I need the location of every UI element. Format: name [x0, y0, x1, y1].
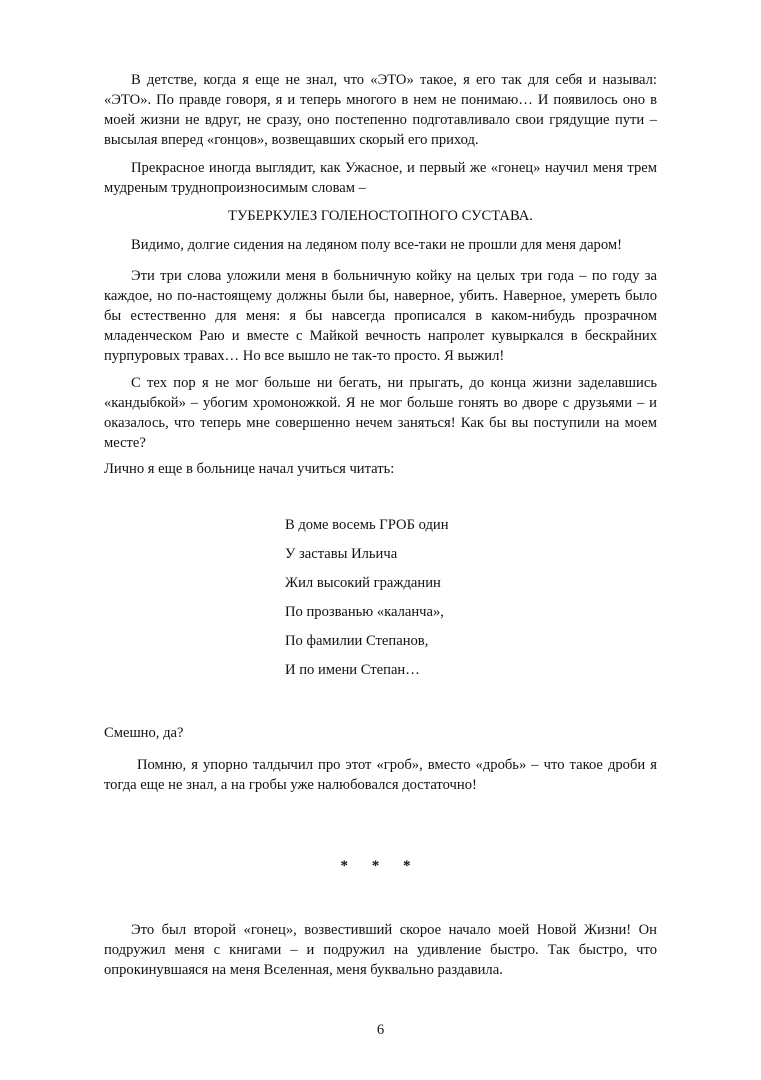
paragraph-second-messenger: Это был второй «гонец», возвестивший скорое начало моей Новой Жизни! Он подружил меня с книгами – и подружил на удивление быстро. Так быстро, что опрокинувшаяся на меня Вселенная, меня буквально раздавила.	[104, 922, 657, 978]
paragraph-childhood: В детстве, когда я еще не знал, что «ЭТО» такое, я его так для себя и называл: «ЭТО». По правде говоря, я и теперь многого в нем не понимаю… И появилось оно в моей жизни не вдруг, не сразу, оно постепенно подготавливало свои грядущие пути – высылая вперед «гонцов», возвещавших скорый его приход.	[104, 72, 657, 148]
poem-line: В доме восемь ГРОБ один	[285, 517, 449, 533]
page-number: 6	[376, 1022, 385, 1038]
poem-line: По прозванью «каланча»,	[285, 604, 444, 620]
diagnosis-heading: ТУБЕРКУЛЕЗ ГОЛЕНОСТОПНОГО СУСТАВА.	[228, 208, 533, 224]
poem	[285, 515, 449, 689]
paragraph-hospital-bed: Эти три слова уложили меня в больничную койку на целых три года – по году за каждое, но по-настоящему должны были бы, наверное, убить. Наверное, умереть было бы естественно для меня: я бы навсегда прописался в каком-нибудь прозрачном младенческом Раю и вместе с Майкой вечность напролет кувыркался в бескрайних пурпуровых травах… Но все вышло не так-то просто. Я выжил!	[104, 268, 657, 364]
paragraph-lame: С тех пор я не мог больше ни бегать, ни прыгать, до конца жизни заделавшись «кандыбкой» – убогим хромоножкой. Я не мог больше гонять во дворе с друзьями – и оказалось, что теперь мне совершенно нечем заняться! Как бы вы поступили на моем месте?	[104, 375, 657, 451]
poem-line: У заставы Ильича	[285, 546, 398, 562]
paragraph-funny: Смешно, да?	[104, 725, 184, 741]
paragraph-first-messenger: Прекрасное иногда выглядит, как Ужасное, и первый же «гонец» научил меня трем мудреным труднопроизносимым словам –	[104, 160, 657, 196]
poem-line: Жил высокий гражданин	[285, 575, 441, 591]
poem-line: И по имени Степан…	[285, 662, 420, 678]
paragraph-coffin-fraction: Помню, я упорно талдычил про этот «гроб», вместо «дробь» – что такое дроби я тогда еще не знал, а на гробы уже налюбовался достаточно!	[104, 757, 657, 793]
paragraph-icy-floor: Видимо, долгие сидения на ледяном полу все-таки не прошли для меня даром!	[131, 237, 622, 253]
section-separator: * * *	[340, 858, 421, 874]
paragraph-learning-to-read: Лично я еще в больнице начал учиться читать:	[104, 461, 395, 477]
poem-line: По фамилии Степанов,	[285, 633, 429, 649]
